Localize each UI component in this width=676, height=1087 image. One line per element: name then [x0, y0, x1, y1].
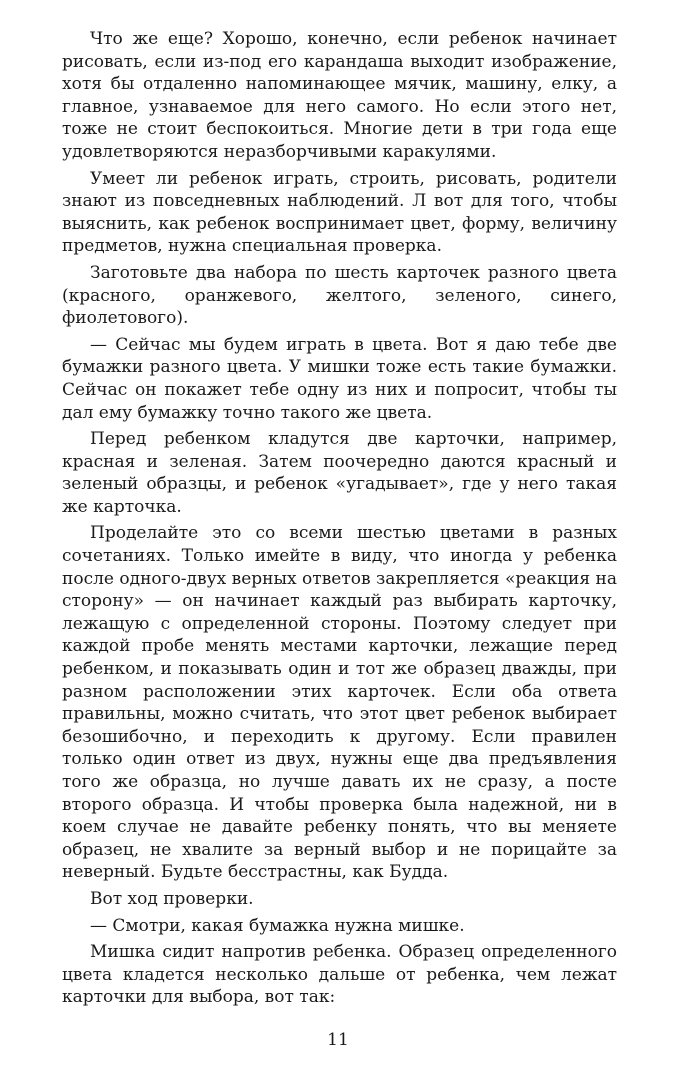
paragraph: — Смотри, какая бумажка нужна мишке. — [90, 915, 465, 936]
page-number: 11 — [327, 1030, 349, 1050]
paragraph: Перед ребенком кладутся две карточки, например, красная и зеленая. Затем поочередно даются красный и зеленый образцы, и ребенок «угадывает», где у него такая же карточка. — [62, 429, 617, 517]
paragraph: Что же еще? Хорошо, конечно, если ребенок начинает рисовать, если из-под его карандаша выходит изображение, хотя бы отдаленно напоминающее мячик, машину, елку, а главное, узнаваемое для него самого. Но если этого нет, тоже не стоит беспокоиться. Многие дети в три года еще удовлетворяются неразборчивыми каракулями. — [62, 29, 617, 162]
paragraph: Заготовьте два набора по шесть карточек разного цвета (красного, оранжевого, желтого, зеленого, синего, фиолетового). — [62, 262, 617, 329]
paragraph: Проделайте это со всеми шестью цветами в разных сочетаниях. Только имейте в виду, что иногда у ребенка после одного-двух верных ответов закрепляется «реакция на сторону» — он начинает каждый раз выбирать карточку, лежащую с определенной стороны. Поэтому следует при каждой пробе менять местами карточки, лежащие перед ребенком, и показывать один и тот же образец дважды, при разном расположении этих карточек. Если оба ответа правильны, можно считать, что этот цвет ребенок выбирает безошибочно, и переходить к другому. Если правилен только один ответ из двух, нужны еще два предъявления того же образца, но лучше давать их не сразу, а посте второго образца. И чтобы проверка была надежной, ни в коем случае не давайте ребенку понять, что вы меняете образец, не хвалите за верный выбор и не порицайте за неверный. Будьте бесстрастны, как Будда. — [62, 523, 617, 883]
paragraph: — Сейчас мы будем играть в цвета. Вот я даю тебе две бумажки разного цвета. У мишки тоже есть такие бумажки. Сейчас он покажет тебе одну из них и попросит, чтобы ты дал ему бумажку точно такого же цвета. — [62, 334, 617, 423]
body-text — [62, 28, 617, 1013]
paragraph: Умеет ли ребенок играть, строить, рисовать, родители знают из повседневных наблюдений. Л вот для того, чтобы выяснить, как ребенок воспринимает цвет, форму, величину предметов, нужна специальная проверка. — [62, 168, 617, 257]
paragraph: Вот ход проверки. — [90, 888, 254, 909]
paragraph: Мишка сидит напротив ребенка. Образец определенного цвета кладется несколько дальше от ребенка, чем лежат карточки для выбора, вот так: — [62, 942, 617, 1008]
